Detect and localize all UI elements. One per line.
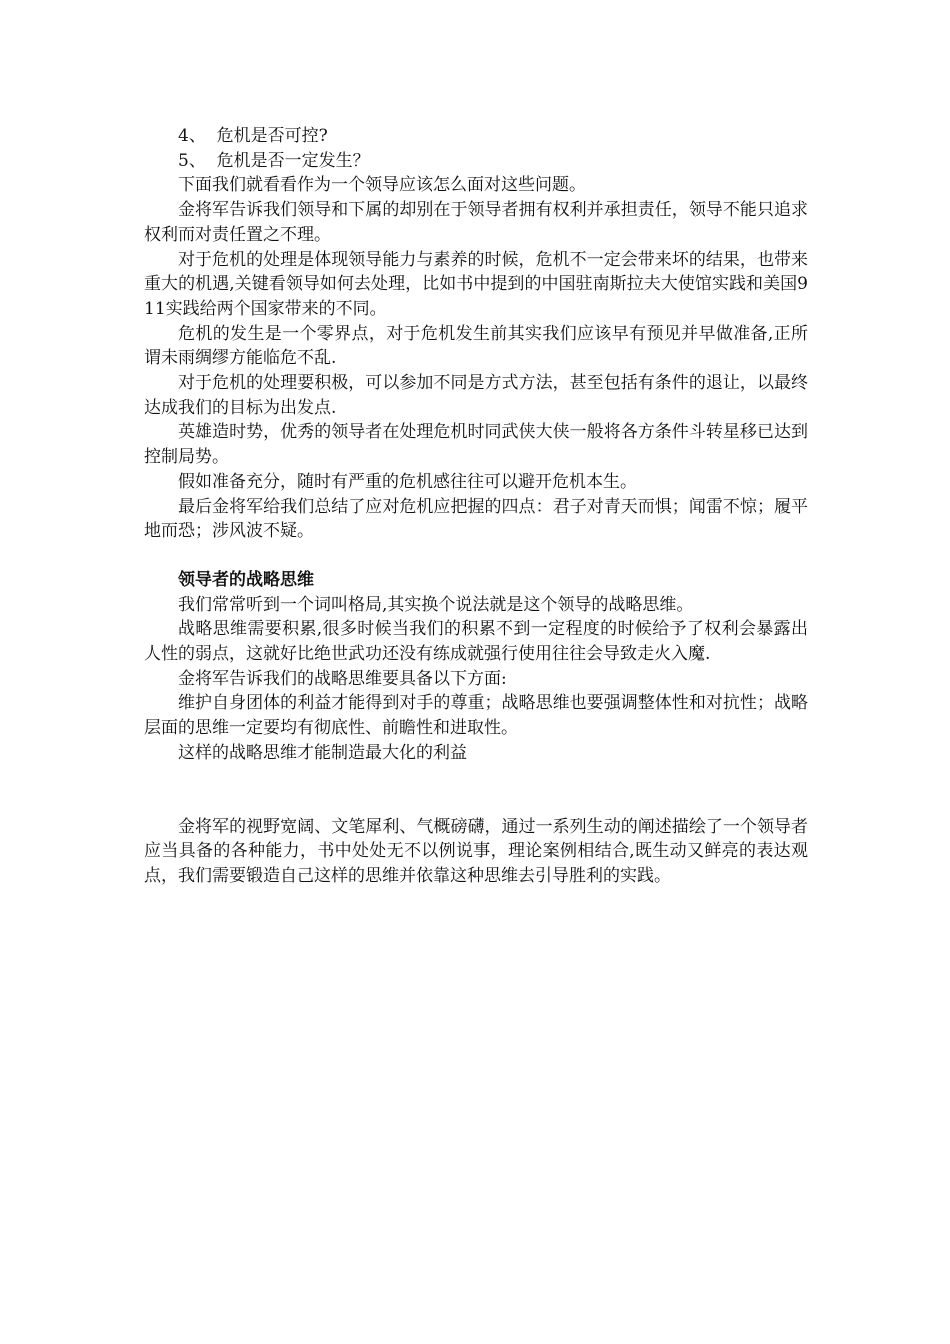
conclusion-paragraph: 金将军的视野宽阔、文笔犀利、气概磅礴，通过一系列生动的阐述描绘了一个领导者应当具备的各种能力，书中处处无不以例说事，理论案例相结合,既生动又鲜亮的表达观点，我们需要锻造自己这样的思维并依靠这种思维去引导胜利的实践。 (144, 816, 808, 886)
paragraph: 对于危机的处理是体现领导能力与素养的时候，危机不一定会带来坏的结果，也带来重大的机遇,关键看领导如何去处理，比如书中提到的中国驻南斯拉夫大使馆实践和美国911实践给两个国家带来的不同。 (144, 249, 808, 319)
list-item (144, 124, 808, 149)
list-text: 危机是否一定发生？ (216, 150, 370, 171)
paragraph: 维护自身团体的利益才能得到对手的尊重；战略思维也要强调整体性和对抗性；战略层面的思维一定要均有彻底性、前瞻性和进取性。 (144, 693, 808, 739)
paragraph: 最后金将军给我们总结了应对危机应把握的四点：君子对青天而惧；闻雷不惊；履平地而恐；涉风波不疑。 (144, 496, 808, 542)
list-number: 5、 (178, 150, 206, 171)
paragraph: 危机的发生是一个零界点，对于危机发生前其实我们应该早有预见并早做准备,正所谓未雨绸缪方能临危不乱. (144, 323, 808, 369)
paragraph: 英雄造时势，优秀的领导者在处理危机时同武侠大侠一般将各方条件斗转星移已达到控制局势。 (144, 422, 808, 468)
spacer (144, 766, 808, 815)
paragraph: 我们常常听到一个词叫格局,其实换个说法就是这个领导的战略思维。 (178, 594, 694, 615)
paragraph: 金将军告诉我们领导和下属的却别在于领导者拥有权利并承担责任，领导不能只追求权利而对责任置之不理。 (144, 200, 808, 245)
spacer (144, 544, 808, 568)
list-item (144, 149, 808, 174)
section-heading: 领导者的战略思维 (178, 569, 314, 590)
paragraph: 这样的战略思维才能制造最大化的利益 (178, 742, 467, 763)
paragraph: 金将军告诉我们的战略思维要具备以下方面: (178, 668, 507, 689)
paragraph: 战略思维需要积累,很多时候当我们的积累不到一定程度的时候给予了权利会暴露出人性的弱点，这就好比绝世武功还没有练成就强行使用往往会导致走火入魔. (144, 619, 808, 665)
paragraph: 对于危机的处理要积极，可以参加不同是方式方法，甚至包括有条件的退让，以最终达成我们的目标为出发点. (144, 373, 808, 418)
paragraph: 假如准备充分，随时有严重的危机感往往可以避开危机本生。 (178, 471, 637, 492)
document-page (144, 124, 808, 889)
paragraph: 下面我们就看看作为一个领导应该怎么面对这些问题。 (178, 175, 586, 196)
list-number: 4、 (178, 126, 206, 146)
list-text: 危机是否可控? (216, 126, 328, 146)
